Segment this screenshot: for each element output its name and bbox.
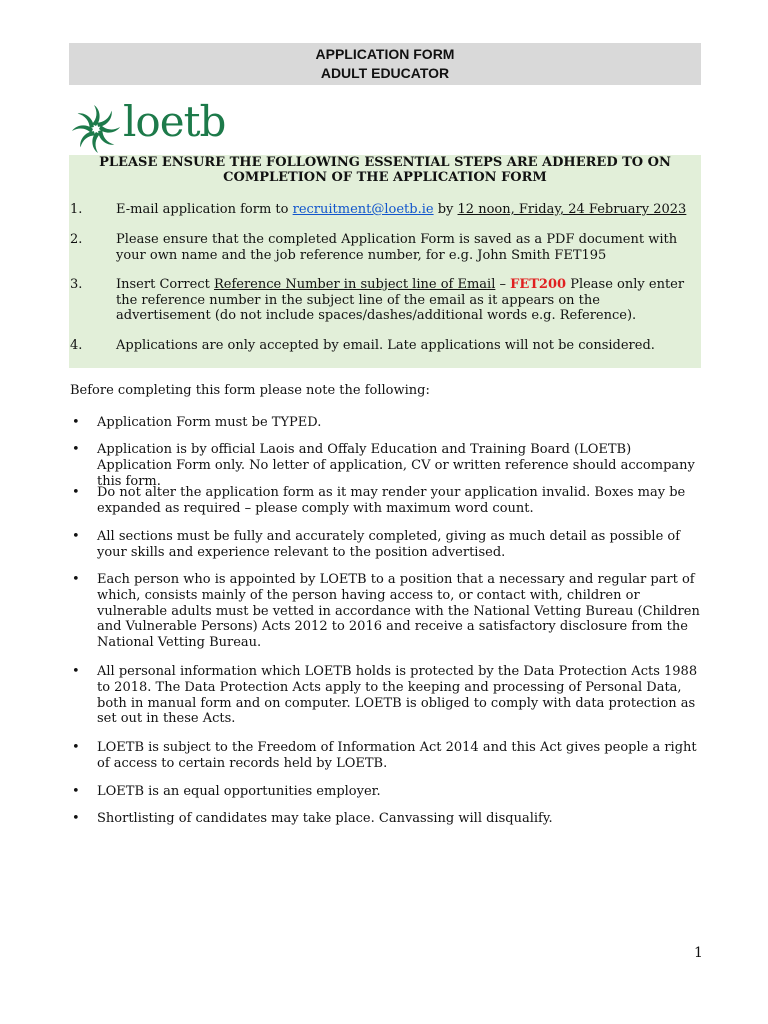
intro-text: Before completing this form please note the following: bbox=[70, 383, 430, 398]
list-item-text: Application Form must be TYPED. bbox=[97, 415, 322, 430]
step-body bbox=[116, 202, 696, 218]
reference-instruction: Reference Number in subject line of Email bbox=[213, 277, 496, 292]
deadline-text: 12 noon, Friday, 24 February 2023 bbox=[457, 202, 687, 217]
bullet-icon: • bbox=[72, 784, 80, 799]
email-link[interactable]: recruitment@loetb.ie bbox=[292, 202, 434, 217]
step-body: Applications are only accepted by email. Late applications will not be considered. bbox=[116, 338, 655, 353]
bullet-icon: • bbox=[72, 572, 80, 587]
step-number: 1. bbox=[70, 202, 83, 217]
step-number: 3. bbox=[70, 277, 83, 292]
step-number: 4. bbox=[70, 338, 83, 353]
step-number: 2. bbox=[70, 232, 83, 247]
bullet-icon: • bbox=[72, 740, 80, 755]
essential-steps-title bbox=[69, 155, 701, 185]
step-text: – bbox=[495, 277, 511, 292]
reference-number: FET200 bbox=[510, 277, 567, 292]
step-body: Please ensure that the completed Application Form is saved as a PDF document with your own name and the job reference number, for e.g. John Smith FET195 bbox=[116, 232, 678, 263]
essential-title-line2: COMPLETION OF THE APPLICATION FORM bbox=[223, 170, 547, 185]
list-item-text: Application is by official Laois and Offaly Education and Training Board (LOETB) Application Form only. No letter of application, CV or written reference should accompany this form. bbox=[97, 442, 695, 489]
bullet-icon: • bbox=[72, 664, 80, 679]
bullet-icon: • bbox=[72, 811, 80, 826]
page-number: 1 bbox=[694, 945, 703, 961]
list-item-text: All personal information which LOETB holds is protected by the Data Protection Acts 1988 to 2018. The Data Protection Acts apply to the keeping and processing of Personal Data, both in manual form and on computer. LOETB is obliged to comply with data protection as set out in these Acts. bbox=[97, 664, 698, 727]
bullet-icon: • bbox=[72, 442, 80, 457]
list-item-text: Do not alter the application form as it may render your application invalid. Boxes may be expanded as required – please comply with maximum word count. bbox=[97, 485, 686, 516]
bullet-icon: • bbox=[72, 529, 80, 544]
step-text: Please only enter the reference number in the subject line of the email as it appears on the advertisement (do not include spaces/dashes/additional words e.g. Reference). bbox=[116, 277, 685, 323]
step-body bbox=[116, 277, 696, 324]
list-item-text: All sections must be fully and accurately completed, giving as much detail as possible of your skills and experience relevant to the position advertised. bbox=[97, 529, 681, 560]
logo-wordmark: loetb bbox=[123, 97, 226, 146]
form-header bbox=[69, 43, 701, 85]
step-text: Insert Correct bbox=[116, 277, 214, 292]
list-item-text: LOETB is an equal opportunities employer. bbox=[97, 784, 381, 799]
loetb-logo bbox=[69, 97, 269, 155]
swirl-logo-icon bbox=[69, 103, 123, 155]
list-item-text: Each person who is appointed by LOETB to a position that a necessary and regular part of which, consists mainly of the person having access to, or contact with, children or vulnerable adults must be vetted in accordance with the National Vetting Bureau (Children and Vulnerable Persons) Acts 2012 to 2016 and receive a satisfactory disclosure from the National Vetting Bureau. bbox=[97, 572, 700, 651]
bullet-icon: • bbox=[72, 485, 80, 500]
list-item-text: LOETB is subject to the Freedom of Information Act 2014 and this Act gives people a right of access to certain records held by LOETB. bbox=[97, 740, 697, 771]
essential-title-line1: PLEASE ENSURE THE FOLLOWING ESSENTIAL STEPS ARE ADHERED TO ON bbox=[99, 155, 671, 170]
step-text: E-mail application form to bbox=[116, 202, 293, 217]
bullet-icon: • bbox=[72, 415, 80, 430]
form-title: APPLICATION FORM bbox=[315, 46, 455, 62]
form-subtitle: ADULT EDUCATOR bbox=[320, 65, 450, 81]
step-text: by bbox=[433, 202, 458, 217]
list-item-text: Shortlisting of candidates may take place. Canvassing will disqualify. bbox=[97, 811, 553, 826]
